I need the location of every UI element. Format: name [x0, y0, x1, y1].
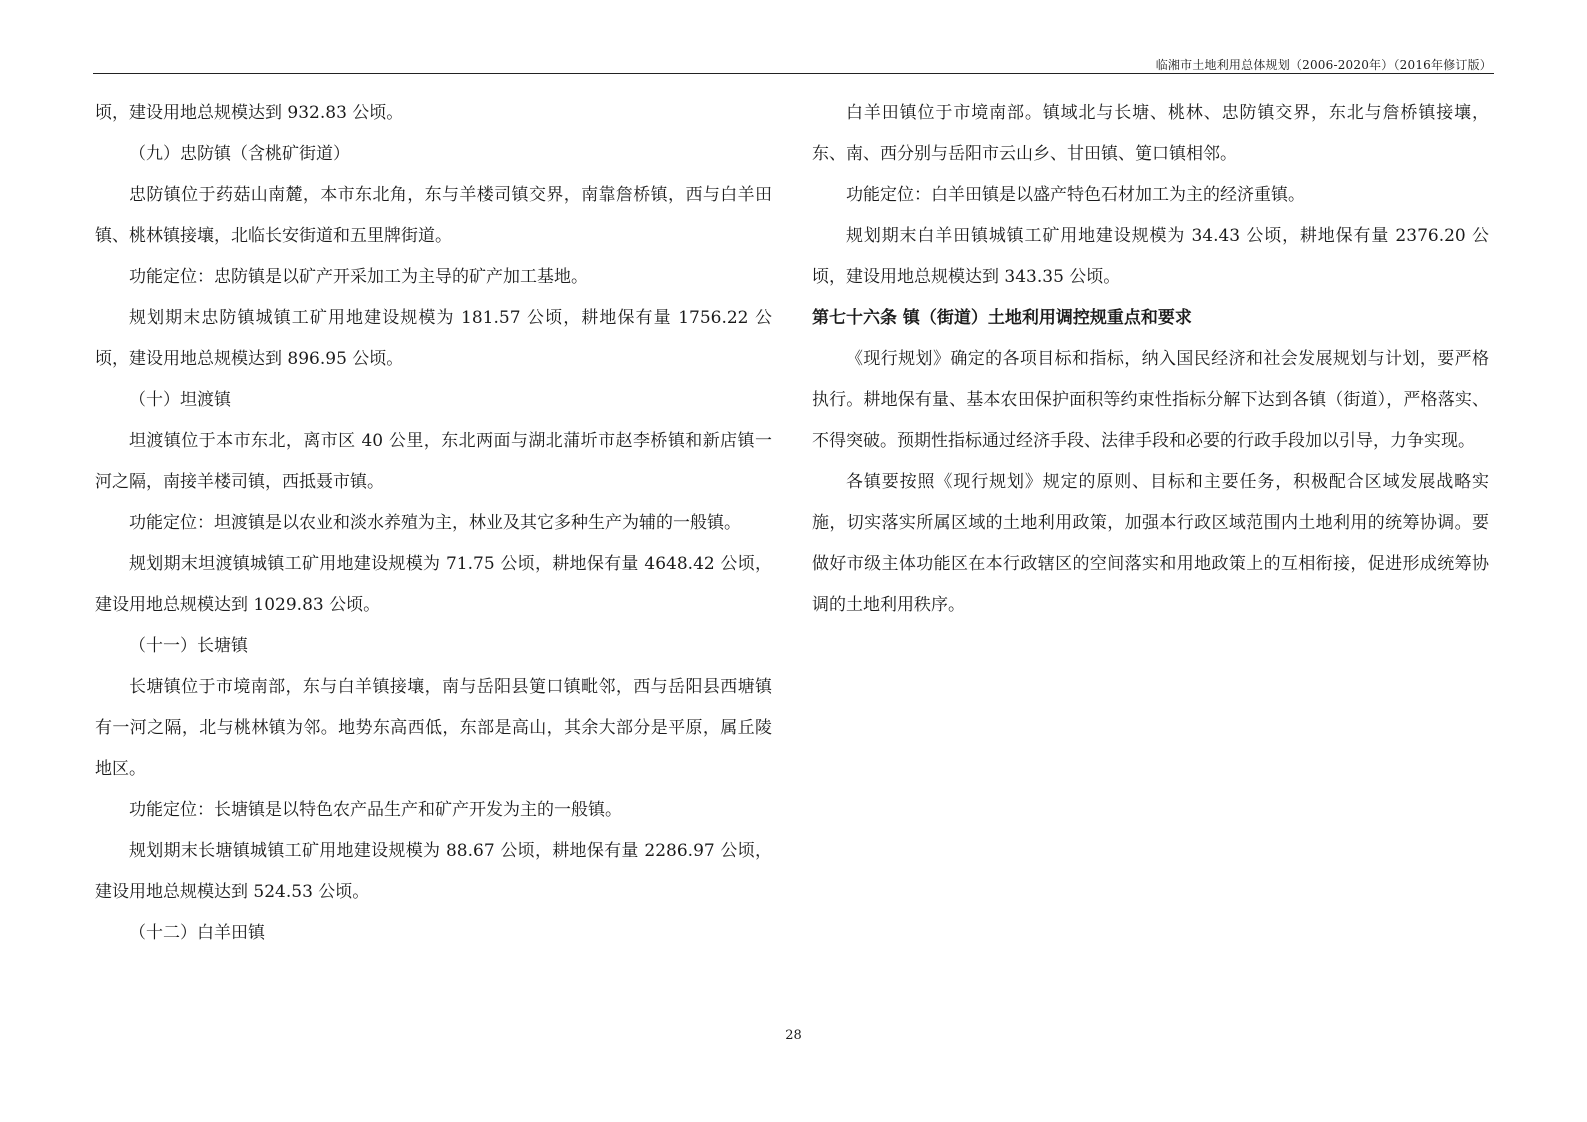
paragraph-changtang-function: 功能定位：长塘镇是以特色农产品生产和矿产开发为主的一般镇。 — [129, 800, 622, 820]
section-heading-tandu: （十）坦渡镇 — [129, 390, 231, 410]
page-number: 28 — [785, 1028, 802, 1043]
section-heading-zhongfang: （九）忠防镇（含桃矿街道） — [129, 144, 350, 164]
paragraph-changtang-location: 长塘镇位于市境南部，东与白羊镇接壤，南与岳阳县筻口镇毗邻，西与岳阳县西塘镇有一河之隔，北与桃林镇为邻。地势东高西低，东部是高山，其余大部分是平原，属丘陵地区。 — [95, 677, 772, 779]
paragraph-town-requirements: 各镇要按照《现行规划》规定的原则、目标和主要任务，积极配合区域发展战略实施，切实落实所属区域的土地利用政策，加强本行政区域范围内土地利用的统筹协调。要做好市级主体功能区在本行政辖区的空间落实和用地政策上的互相衔接，促进形成统筹协调的土地利用秩序。 — [812, 472, 1489, 615]
paragraph-zhongfang-plan: 规划期末忠防镇城镇工矿用地建设规模为 181.57 公顷，耕地保有量 1756.22 公顷，建设用地总规模达到 896.95 公顷。 — [95, 308, 772, 369]
paragraph-changtang-plan: 规划期末长塘镇城镇工矿用地建设规模为 88.67 公顷，耕地保有量 2286.97 公顷，建设用地总规模达到 524.53 公顷。 — [95, 841, 772, 902]
section-heading-changtang: （十一）长塘镇 — [129, 636, 248, 656]
paragraph-tandu-function: 功能定位：坦渡镇是以农业和淡水养殖为主，林业及其它多种生产为辅的一般镇。 — [129, 513, 741, 533]
right-column — [812, 93, 1489, 626]
section-heading-baiyangtian: （十二）白羊田镇 — [129, 923, 265, 943]
paragraph-baiyangtian-plan: 规划期末白羊田镇城镇工矿用地建设规模为 34.43 公顷，耕地保有量 2376.20 公顷，建设用地总规模达到 343.35 公顷。 — [812, 226, 1489, 287]
article-heading: 第七十六条 镇（街道）土地利用调控规重点和要求 — [812, 308, 1192, 328]
header-divider — [93, 73, 1494, 74]
document-title: 临湘市土地利用总体规划（2006-2020年）（2016年修订版） — [1155, 58, 1492, 72]
paragraph-tandu-plan: 规划期末坦渡镇城镇工矿用地建设规模为 71.75 公顷，耕地保有量 4648.42 公顷，建设用地总规模达到 1029.83 公顷。 — [95, 554, 772, 615]
paragraph-continuation: 顷，建设用地总规模达到 932.83 公顷。 — [95, 103, 404, 123]
left-column — [95, 93, 772, 954]
paragraph-baiyangtian-location: 白羊田镇位于市境南部。镇域北与长塘、桃林、忠防镇交界，东北与詹桥镇接壤，东、南、西分别与岳阳市云山乡、甘田镇、筻口镇相邻。 — [812, 103, 1489, 164]
paragraph-tandu-location: 坦渡镇位于本市东北，离市区 40 公里，东北两面与湖北蒲圻市赵李桥镇和新店镇一河之隔，南接羊楼司镇，西抵聂市镇。 — [95, 431, 772, 492]
paragraph-baiyangtian-function: 功能定位：白羊田镇是以盛产特色石材加工为主的经济重镇。 — [846, 185, 1305, 205]
paragraph-zhongfang-function: 功能定位：忠防镇是以矿产开采加工为主导的矿产加工基地。 — [129, 267, 588, 287]
paragraph-zhongfang-location: 忠防镇位于药菇山南麓，本市东北角，东与羊楼司镇交界，南靠詹桥镇，西与白羊田镇、桃林镇接壤，北临长安街道和五里牌街道。 — [95, 185, 772, 246]
paragraph-plan-targets: 《现行规划》确定的各项目标和指标，纳入国民经济和社会发展规划与计划，要严格执行。耕地保有量、基本农田保护面积等约束性指标分解下达到各镇（街道），严格落实、不得突破。预期性指标通过经济手段、法律手段和必要的行政手段加以引导，力争实现。 — [812, 349, 1489, 451]
